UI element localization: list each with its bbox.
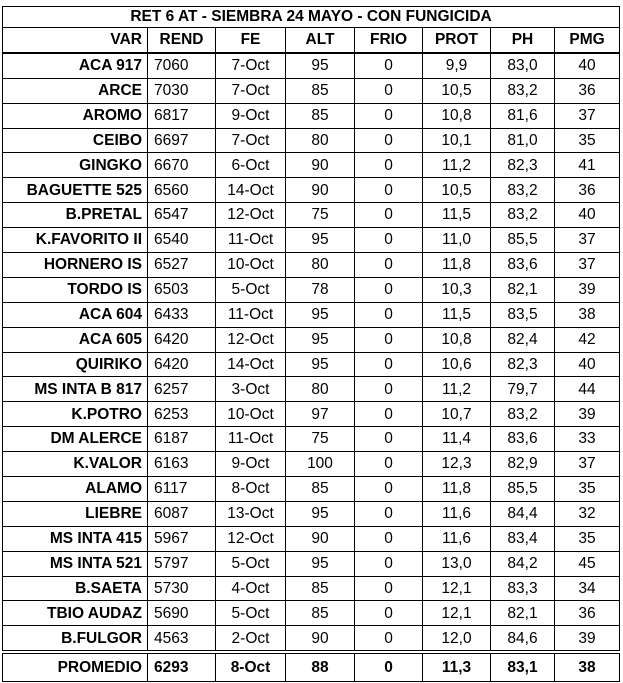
cell-pmg: 40: [555, 203, 620, 228]
cell-alt: 95: [286, 501, 355, 526]
cell-frio: 0: [355, 78, 423, 103]
cell-fe: 11-Oct: [216, 427, 286, 452]
cell-alt: 85: [286, 103, 355, 128]
cell-ph: 83,1: [491, 652, 555, 682]
cell-ph: 83,6: [491, 253, 555, 278]
table-row: [3, 402, 620, 427]
cell-ph: 83,4: [491, 526, 555, 551]
cell-fe: 2-Oct: [216, 626, 286, 652]
cell-var: TORDO IS: [3, 277, 148, 302]
cell-alt: 80: [286, 253, 355, 278]
cell-var: QUIRIKO: [3, 352, 148, 377]
cell-alt: 100: [286, 452, 355, 477]
column-header-fe: FE: [216, 28, 286, 53]
average-row: [3, 652, 620, 682]
cell-var: HORNERO IS: [3, 253, 148, 278]
cell-rend: 7030: [148, 78, 216, 103]
cell-var: TBIO AUDAZ: [3, 601, 148, 626]
cell-ph: 84,6: [491, 626, 555, 652]
cell-pmg: 35: [555, 477, 620, 502]
cell-alt: 95: [286, 352, 355, 377]
cell-ph: 83,5: [491, 302, 555, 327]
cell-rend: 6187: [148, 427, 216, 452]
cell-frio: 0: [355, 501, 423, 526]
table-row: [3, 526, 620, 551]
table-row: [3, 601, 620, 626]
cell-pmg: 40: [555, 352, 620, 377]
cell-rend: 6420: [148, 327, 216, 352]
cell-prot: 10,5: [423, 178, 491, 203]
cell-var: ALAMO: [3, 477, 148, 502]
cell-ph: 84,4: [491, 501, 555, 526]
cell-ph: 85,5: [491, 228, 555, 253]
table-row: [3, 327, 620, 352]
cell-pmg: 35: [555, 128, 620, 153]
title-row: [3, 7, 620, 28]
cell-frio: 0: [355, 352, 423, 377]
table-row: [3, 253, 620, 278]
cell-pmg: 39: [555, 402, 620, 427]
cell-fe: 3-Oct: [216, 377, 286, 402]
table-row: [3, 228, 620, 253]
cell-frio: 0: [355, 601, 423, 626]
cell-pmg: 33: [555, 427, 620, 452]
cell-frio: 0: [355, 178, 423, 203]
cell-ph: 82,3: [491, 352, 555, 377]
table-row: [3, 427, 620, 452]
cell-rend: 6253: [148, 402, 216, 427]
cell-alt: 90: [286, 153, 355, 178]
cell-prot: 12,3: [423, 452, 491, 477]
cell-pmg: 38: [555, 302, 620, 327]
cell-ph: 79,7: [491, 377, 555, 402]
table-row: [3, 128, 620, 153]
results-table: [2, 6, 620, 682]
cell-prot: 11,2: [423, 153, 491, 178]
cell-fe: 10-Oct: [216, 253, 286, 278]
cell-var: K.VALOR: [3, 452, 148, 477]
table-row: [3, 352, 620, 377]
cell-alt: 95: [286, 53, 355, 78]
cell-fe: 9-Oct: [216, 103, 286, 128]
cell-fe: 13-Oct: [216, 501, 286, 526]
cell-alt: 88: [286, 652, 355, 682]
cell-var: PROMEDIO: [3, 652, 148, 682]
cell-rend: 6527: [148, 253, 216, 278]
table-row: [3, 377, 620, 402]
cell-var: CEIBO: [3, 128, 148, 153]
cell-var: ACA 917: [3, 53, 148, 78]
cell-ph: 81,0: [491, 128, 555, 153]
cell-prot: 11,6: [423, 501, 491, 526]
cell-var: GINGKO: [3, 153, 148, 178]
cell-prot: 11,8: [423, 477, 491, 502]
cell-ph: 81,6: [491, 103, 555, 128]
cell-alt: 78: [286, 277, 355, 302]
cell-pmg: 37: [555, 228, 620, 253]
table-row: [3, 78, 620, 103]
column-header-var: VAR: [3, 28, 148, 53]
cell-prot: 11,5: [423, 203, 491, 228]
cell-var: MS INTA 521: [3, 551, 148, 576]
cell-fe: 9-Oct: [216, 452, 286, 477]
cell-var: B.PRETAL: [3, 203, 148, 228]
cell-ph: 83,2: [491, 203, 555, 228]
cell-rend: 6117: [148, 477, 216, 502]
cell-fe: 14-Oct: [216, 178, 286, 203]
cell-prot: 11,8: [423, 253, 491, 278]
cell-fe: 14-Oct: [216, 352, 286, 377]
cell-alt: 97: [286, 402, 355, 427]
cell-frio: 0: [355, 253, 423, 278]
cell-rend: 6420: [148, 352, 216, 377]
cell-fe: 11-Oct: [216, 228, 286, 253]
cell-rend: 6293: [148, 652, 216, 682]
cell-fe: 5-Oct: [216, 601, 286, 626]
cell-fe: 7-Oct: [216, 128, 286, 153]
cell-fe: 6-Oct: [216, 153, 286, 178]
cell-fe: 8-Oct: [216, 477, 286, 502]
cell-frio: 0: [355, 626, 423, 652]
cell-pmg: 35: [555, 526, 620, 551]
cell-pmg: 39: [555, 626, 620, 652]
cell-pmg: 40: [555, 53, 620, 78]
cell-rend: 6433: [148, 302, 216, 327]
column-header-pmg: PMG: [555, 28, 620, 53]
column-header-ph: PH: [491, 28, 555, 53]
cell-pmg: 44: [555, 377, 620, 402]
table-row: [3, 551, 620, 576]
table-row: [3, 103, 620, 128]
cell-rend: 6257: [148, 377, 216, 402]
cell-prot: 12,1: [423, 601, 491, 626]
cell-prot: 11,4: [423, 427, 491, 452]
cell-frio: 0: [355, 153, 423, 178]
cell-alt: 75: [286, 203, 355, 228]
cell-var: K.FAVORITO II: [3, 228, 148, 253]
cell-fe: 7-Oct: [216, 78, 286, 103]
cell-frio: 0: [355, 452, 423, 477]
cell-rend: 7060: [148, 53, 216, 78]
table-row: [3, 477, 620, 502]
cell-frio: 0: [355, 477, 423, 502]
cell-ph: 82,9: [491, 452, 555, 477]
cell-rend: 5730: [148, 576, 216, 601]
cell-alt: 85: [286, 78, 355, 103]
cell-rend: 6670: [148, 153, 216, 178]
cell-frio: 0: [355, 53, 423, 78]
cell-prot: 10,6: [423, 352, 491, 377]
cell-fe: 5-Oct: [216, 551, 286, 576]
cell-var: DM ALERCE: [3, 427, 148, 452]
column-header-alt: ALT: [286, 28, 355, 53]
cell-prot: 11,0: [423, 228, 491, 253]
cell-alt: 95: [286, 551, 355, 576]
cell-frio: 0: [355, 526, 423, 551]
cell-alt: 95: [286, 228, 355, 253]
cell-pmg: 34: [555, 576, 620, 601]
cell-pmg: 36: [555, 78, 620, 103]
cell-ph: 83,2: [491, 402, 555, 427]
cell-rend: 6087: [148, 501, 216, 526]
cell-var: K.POTRO: [3, 402, 148, 427]
cell-alt: 95: [286, 302, 355, 327]
cell-ph: 82,3: [491, 153, 555, 178]
cell-frio: 0: [355, 377, 423, 402]
cell-prot: 10,7: [423, 402, 491, 427]
cell-prot: 11,6: [423, 526, 491, 551]
cell-prot: 11,5: [423, 302, 491, 327]
cell-alt: 80: [286, 377, 355, 402]
cell-ph: 82,4: [491, 327, 555, 352]
cell-prot: 11,3: [423, 652, 491, 682]
cell-alt: 75: [286, 427, 355, 452]
table-row: [3, 53, 620, 78]
cell-ph: 83,3: [491, 576, 555, 601]
cell-prot: 12,0: [423, 626, 491, 652]
table-body: [3, 53, 620, 652]
cell-pmg: 42: [555, 327, 620, 352]
cell-fe: 11-Oct: [216, 302, 286, 327]
cell-pmg: 36: [555, 601, 620, 626]
cell-var: ACA 605: [3, 327, 148, 352]
cell-prot: 12,1: [423, 576, 491, 601]
cell-alt: 80: [286, 128, 355, 153]
cell-pmg: 39: [555, 277, 620, 302]
cell-alt: 90: [286, 526, 355, 551]
table-row: [3, 203, 620, 228]
cell-var: ACA 604: [3, 302, 148, 327]
cell-fe: 7-Oct: [216, 53, 286, 78]
table-row: [3, 626, 620, 652]
cell-var: B.SAETA: [3, 576, 148, 601]
table-row: [3, 153, 620, 178]
cell-pmg: 37: [555, 103, 620, 128]
cell-alt: 85: [286, 601, 355, 626]
cell-rend: 6697: [148, 128, 216, 153]
column-header-prot: PROT: [423, 28, 491, 53]
table-row: [3, 302, 620, 327]
cell-rend: 5690: [148, 601, 216, 626]
cell-pmg: 32: [555, 501, 620, 526]
cell-alt: 90: [286, 626, 355, 652]
cell-alt: 90: [286, 178, 355, 203]
table-row: [3, 277, 620, 302]
cell-var: AROMO: [3, 103, 148, 128]
cell-prot: 10,8: [423, 103, 491, 128]
cell-prot: 11,2: [423, 377, 491, 402]
cell-frio: 0: [355, 203, 423, 228]
cell-frio: 0: [355, 551, 423, 576]
table-row: [3, 501, 620, 526]
cell-frio: 0: [355, 228, 423, 253]
cell-fe: 4-Oct: [216, 576, 286, 601]
cell-rend: 5967: [148, 526, 216, 551]
cell-fe: 12-Oct: [216, 327, 286, 352]
cell-pmg: 37: [555, 253, 620, 278]
cell-frio: 0: [355, 652, 423, 682]
cell-fe: 5-Oct: [216, 277, 286, 302]
cell-var: LIEBRE: [3, 501, 148, 526]
cell-frio: 0: [355, 427, 423, 452]
cell-frio: 0: [355, 103, 423, 128]
cell-prot: 10,8: [423, 327, 491, 352]
cell-frio: 0: [355, 327, 423, 352]
cell-var: BAGUETTE 525: [3, 178, 148, 203]
cell-var: MS INTA B 817: [3, 377, 148, 402]
column-header-frio: FRIO: [355, 28, 423, 53]
header-row: [3, 28, 620, 53]
cell-ph: 83,2: [491, 178, 555, 203]
table-title: RET 6 AT - SIEMBRA 24 MAYO - CON FUNGICIDA: [3, 7, 620, 28]
cell-ph: 83,6: [491, 427, 555, 452]
cell-ph: 84,2: [491, 551, 555, 576]
cell-pmg: 38: [555, 652, 620, 682]
cell-fe: 12-Oct: [216, 526, 286, 551]
cell-pmg: 37: [555, 452, 620, 477]
cell-frio: 0: [355, 277, 423, 302]
cell-rend: 6163: [148, 452, 216, 477]
cell-ph: 82,1: [491, 277, 555, 302]
cell-rend: 6547: [148, 203, 216, 228]
cell-pmg: 36: [555, 178, 620, 203]
cell-rend: 6560: [148, 178, 216, 203]
cell-frio: 0: [355, 402, 423, 427]
cell-fe: 8-Oct: [216, 652, 286, 682]
cell-var: MS INTA 415: [3, 526, 148, 551]
cell-fe: 10-Oct: [216, 402, 286, 427]
table-row: [3, 576, 620, 601]
cell-alt: 85: [286, 576, 355, 601]
cell-alt: 95: [286, 327, 355, 352]
cell-prot: 10,1: [423, 128, 491, 153]
cell-frio: 0: [355, 576, 423, 601]
cell-ph: 82,1: [491, 601, 555, 626]
cell-prot: 9,9: [423, 53, 491, 78]
cell-var: ARCE: [3, 78, 148, 103]
table-row: [3, 452, 620, 477]
cell-rend: 6540: [148, 228, 216, 253]
cell-prot: 10,3: [423, 277, 491, 302]
cell-var: B.FULGOR: [3, 626, 148, 652]
cell-rend: 6817: [148, 103, 216, 128]
cell-frio: 0: [355, 128, 423, 153]
column-header-rend: REND: [148, 28, 216, 53]
cell-alt: 85: [286, 477, 355, 502]
cell-rend: 5797: [148, 551, 216, 576]
cell-pmg: 41: [555, 153, 620, 178]
cell-rend: 4563: [148, 626, 216, 652]
cell-fe: 12-Oct: [216, 203, 286, 228]
table-row: [3, 178, 620, 203]
cell-ph: 85,5: [491, 477, 555, 502]
cell-prot: 10,5: [423, 78, 491, 103]
cell-ph: 83,2: [491, 78, 555, 103]
cell-frio: 0: [355, 302, 423, 327]
cell-ph: 83,0: [491, 53, 555, 78]
cell-prot: 13,0: [423, 551, 491, 576]
cell-rend: 6503: [148, 277, 216, 302]
cell-pmg: 45: [555, 551, 620, 576]
